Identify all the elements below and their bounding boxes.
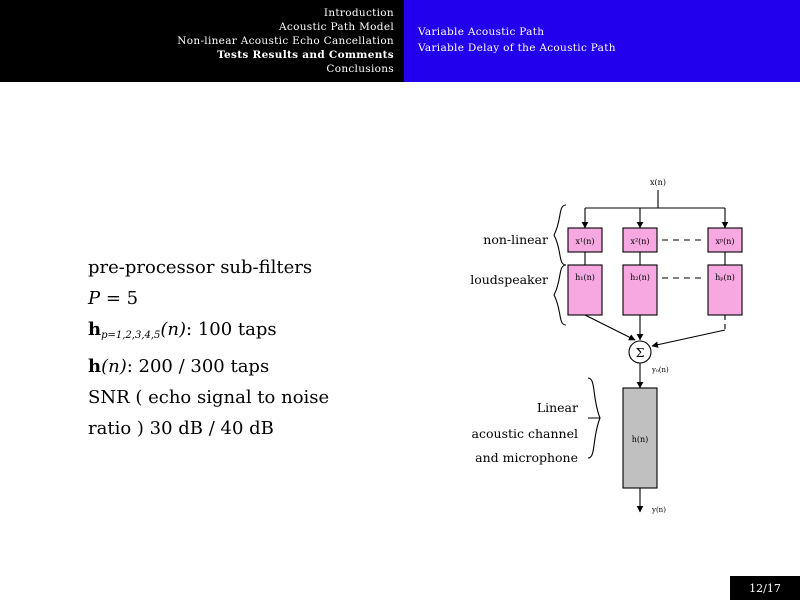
text-line-snr-2: ratio ) 30 dB / 40 dB (88, 418, 274, 439)
text-line-main-filter-taps (88, 351, 388, 382)
text-line-p-equals-5 (88, 283, 388, 314)
diagram-nonlinear-label: non-linear (483, 232, 548, 247)
nav-item-introduction[interactable]: Introduction (323, 7, 394, 19)
nav-item-acoustic-path-model[interactable]: Acoustic Path Model (279, 21, 394, 33)
symbol-h-main-argument: (n) (101, 356, 127, 377)
symbol-h-main-bold: h (88, 356, 102, 377)
slide-header (0, 0, 800, 82)
diagram-input-label: x(n) (650, 178, 666, 187)
p-value: = 5 (105, 288, 139, 309)
diagram-linear-label-1: Linear (536, 400, 578, 415)
summation-symbol: Σ (635, 345, 645, 360)
nav-item-tests-results-and-comments[interactable]: Tests Results and Comments (217, 49, 394, 61)
block-acoustic-channel-label: h(n) (631, 435, 649, 444)
subsection-item-variable-acoustic-path[interactable]: Variable Acoustic Path (418, 26, 545, 38)
block-loudspeaker-2-label: h₂(n) (630, 273, 650, 282)
main-filter-taps-value: : 200 / 300 taps (126, 356, 270, 377)
diagram-linear-label-2: acoustic channel (471, 426, 578, 441)
block-nonlinear-2-label: x²(n) (630, 237, 650, 246)
block-nonlinear-1-label: x¹(n) (575, 237, 595, 246)
symbol-h-subscript: p=1,2,3,4,5 (101, 330, 161, 341)
system-block-diagram (430, 160, 790, 560)
block-loudspeaker-p-label: hₚ(n) (715, 273, 735, 282)
block-loudspeaker-1-label: h₁(n) (575, 273, 595, 282)
sub-filter-taps-value: : 100 taps (186, 319, 277, 340)
navigation-subsection-list (404, 0, 800, 82)
diagram-output-label: y(n) (652, 506, 666, 514)
symbol-h-bold: h (88, 319, 102, 340)
text-line-pre-processor-sub-filters: pre-processor sub-filters (88, 257, 313, 278)
text-line-snr-1: SNR ( echo signal to noise (88, 387, 330, 408)
text-line-sub-filter-taps (88, 314, 388, 351)
subsection-item-variable-delay-of-the-acoustic-path[interactable]: Variable Delay of the Acoustic Path (418, 42, 616, 54)
variable-p: P (88, 288, 101, 309)
nav-item-conclusions[interactable]: Conclusions (326, 63, 394, 75)
diagram-loudspeaker-label: loudspeaker (470, 272, 548, 287)
summation-output-label: y₀(n) (652, 366, 669, 374)
slide-text-block (88, 252, 388, 444)
diagram-linear-label-3: and microphone (475, 450, 578, 465)
page-number-badge: 12/17 (730, 576, 800, 600)
nav-item-non-linear-acoustic-echo-cancellation[interactable]: Non-linear Acoustic Echo Cancellation (177, 35, 394, 47)
block-nonlinear-p-label: xᵖ(n) (715, 237, 735, 246)
symbol-h-argument: (n) (160, 319, 187, 340)
navigation-section-list (0, 0, 404, 82)
